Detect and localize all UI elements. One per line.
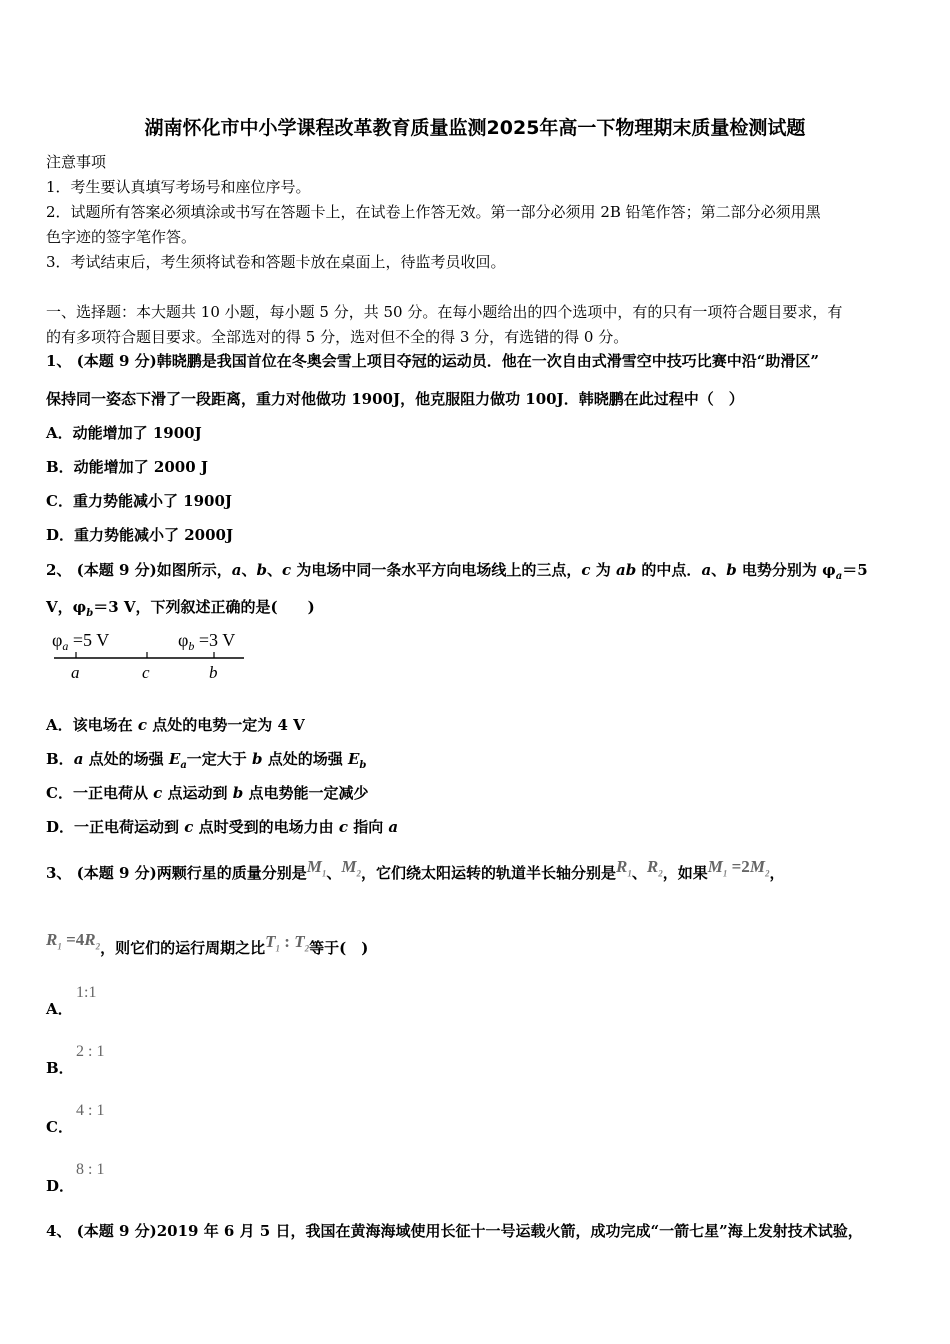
figure-phi-a-label: $\varphi_a =5$ V [52,630,110,653]
section-intro-line-2: 的有多项符合题目要求。全部选对的得 5 分，选对但不全的得 3 分，有选错的得 0 分。 [46,328,629,346]
notice-item-3: 3．考试结束后，考生须将试卷和答题卡放在桌面上，待监考员收回。 [46,253,506,271]
q2-stem-line-2: V，$\varphi_b=3$ V，下列叙述正确的是( ) [46,598,315,619]
exam-page: 湖南怀化市中小学课程改革教育质量监测2025年高一下物理期末质量检测试题 注意事项 1．考生要认真填写考场号和座位序号。 2．试题所有答案必须填涂或书写在答题卡上，在试卷上作答无效。第一部分必须用 2B 铅笔作答；第二部分必须用黑 色字迹的签字笔作答。 3．考试结束后，考生须将试卷和答题卡放在桌面上，待监考员收回。 一、选择题：本大题共 10 小题，每小题 5 分，共 50 分。在每小题给出的四个选项中，有的只有一项符合题目要求，有 的有多项符合题目要求。全部选对的得 5 分，选对但不全的得 3 分，有选错的得 0 分。 1、 (本题 9 分)韩晓鹏是我国首位在冬奥会雪上项目夺冠的运动员．他在一次自由式滑雪空中技巧比赛中沿“助滑区” 保持同一姿态下滑了一段距离，重力对他做功 1900J，他克服阻力做功 100J．韩晓鹏在此过程中（ ） A．动能增加了 1900J B．动能增加了 2000 J C．重力势能减小了 1900J D．重力势能减小了 2000J 2、 (本题 9 分)如图所示，a、b、c 为电场中同一条水平方向电场线上的三点，c 为 ab 的中点．a、b 电势分别为 $\varphi_a=5$ V，$\varphi_b=3$ V，下列叙述正确的是( ) $\varphi_a =5$ V $\varphi_b =3$ V a c b A．该电场在 c 点处的电势一定为 4 V B．a 点处的场强 $E_a$一定大于 b 点处的场强 $E_b$ C．一正电荷从 c 点运动到 b 点电势能一定减少 D．一正电荷运动到 c 点时受到的电场力由 c 指向 a 3、 (本题 9 分)两颗行星的质量分别是$M_1$、$M_2$，它们绕太阳运转的轨道半长轴分别是$R_1$、$R_2$，如果$M_1 =2M_2$， $R_1 =4R_2$，则它们的运行周期之比$T_1$ : $T_2$等于( ) A． 1:1 B． 2 : 1 C． 4 : 1 D． 8 : 1 4、 (本题 9 分)2019 年 6 月 5 日，我国在黄海海域使用长征十一号运载火箭，成功完成“一箭七星”海上发射技术试验， [0,0,950,1344]
q2-field-line-figure [46,626,256,688]
q1-stem-line-1: 1、 (本题 9 分)韩晓鹏是我国首位在冬奥会雪上项目夺冠的运动员．他在一次自由式滑雪空中技巧比赛中沿“助滑区” [46,352,819,370]
point-c-label: c [142,663,150,682]
notice-item-2-cont: 色字迹的签字笔作答。 [46,228,197,246]
q2-option-a: A．该电场在 c 点处的电势一定为 4 V [46,716,305,734]
q2-option-b: B．a 点处的场强 $E_a$一定大于 b 点处的场强 $E_b$ [46,750,367,771]
q2-stem-line-1: 2、 (本题 9 分)如图所示，a、b、c 为电场中同一条水平方向电场线上的三点，c 为 ab 的中点．a、b 电势分别为 $\varphi_a=5$ [46,561,868,582]
q3-stem-line-1: 3、 (本题 9 分)两颗行星的质量分别是$M_1$、$M_2$，它们绕太阳运转的轨道半长轴分别是$R_1$、$R_2$，如果$M_1 =2M_2$， [46,857,785,882]
q1-option-a: A．动能增加了 1900J [46,424,202,442]
q4-stem-line-1: 4、 (本题 9 分)2019 年 6 月 5 日，我国在黄海海域使用长征十一号运载火箭，成功完成“一箭七星”海上发射技术试验， [46,1222,863,1240]
notice-item-1: 1．考生要认真填写考场号和座位序号。 [46,178,311,196]
point-b-label: b [209,663,218,682]
section-intro-line-1: 一、选择题：本大题共 10 小题，每小题 5 分，共 50 分。在每小题给出的四个选项中，有的只有一项符合题目要求，有 [46,303,843,321]
q3-option-d-value: 8 : 1 [76,1161,105,1178]
q3-stem-line-2: $R_1 =4R_2$，则它们的运行周期之比$T_1$ : $T_2$等于( ) [46,930,369,957]
notice-item-2: 2．试题所有答案必须填涂或书写在答题卡上，在试卷上作答无效。第一部分必须用 2B 铅笔作答；第二部分必须用黑 [46,203,821,221]
notice-heading: 注意事项 [46,153,107,171]
q2-option-d: D．一正电荷运动到 c 点时受到的电场力由 c 指向 a [46,818,399,836]
q3-option-c-value: 4 : 1 [76,1102,105,1119]
q1-option-b: B．动能增加了 2000 J [46,458,208,476]
q1-option-d: D．重力势能减小了 2000J [46,526,234,544]
q2-option-c: C．一正电荷从 c 点运动到 b 点电势能一定减少 [46,784,369,802]
page-title: 湖南怀化市中小学课程改革教育质量监测2025年高一下物理期末质量检测试题 [144,117,806,139]
figure-phi-b-label: $\varphi_b =3$ V [178,630,236,653]
q3-option-b-value: 2 : 1 [76,1043,105,1060]
q1-option-c: C．重力势能减小了 1900J [46,492,233,510]
point-a-label: a [71,663,80,682]
q3-option-a-value: 1:1 [76,984,97,1001]
q1-stem-line-2: 保持同一姿态下滑了一段距离，重力对他做功 1900J，他克服阻力做功 100J．韩晓鹏在此过程中（ ） [46,390,744,408]
